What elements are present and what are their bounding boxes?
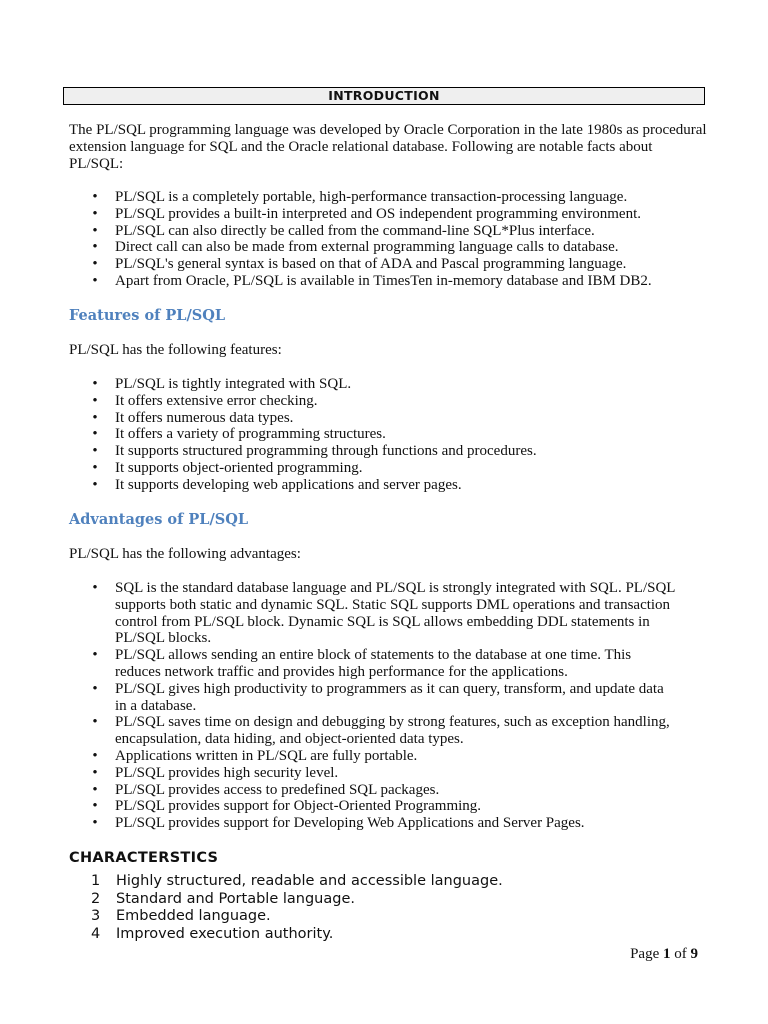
page-number: Page 1 of 9 bbox=[630, 946, 698, 962]
list-item: • PL/SQL's general syntax is based on that of ADA and Pascal programming language. bbox=[92, 256, 627, 273]
current-page: 1 bbox=[663, 946, 671, 962]
list-item: • PL/SQL is a completely portable, high-performance transaction-processing language. bbox=[92, 189, 628, 205]
list-item: • Direct call can also be made from external programming language calls to database. bbox=[92, 239, 619, 256]
list-item: • PL/SQL gives high productivity to programmers as it can query, transform, and update data in a database. bbox=[92, 680, 664, 714]
intro-paragraph: The PL/SQL programming language was developed by Oracle Corporation in the late 1980s as procedural extension language for SQL and the Oracle relational database. Following are notable facts about PL/SQL: bbox=[69, 122, 707, 172]
features-heading: Features of PL/SQL bbox=[69, 307, 226, 324]
list-item: • Apart from Oracle, PL/SQL is available in TimesTen in-memory database and IBM DB2. bbox=[92, 272, 652, 289]
list-item: • PL/SQL saves time on design and debugging by strong features, such as exception handling, encapsulation, data hiding, and object-oriented data types. bbox=[92, 714, 670, 748]
features-bullet-list bbox=[69, 376, 709, 494]
banner-title: INTRODUCTION bbox=[328, 88, 440, 103]
list-item: • PL/SQL provides a built-in interpreted and OS independent programming environment. bbox=[92, 205, 642, 222]
list-item: • PL/SQL provides access to predefined SQL packages. bbox=[92, 781, 440, 798]
intro-bullet-list bbox=[69, 189, 709, 290]
features-lead: PL/SQL has the following features: bbox=[69, 342, 282, 358]
characteristics-heading: CHARACTERSTICS bbox=[69, 850, 219, 866]
introduction-banner bbox=[63, 87, 705, 105]
list-item: • PL/SQL provides high security level. bbox=[92, 764, 339, 781]
list-item: 2 Standard and Portable language. bbox=[91, 890, 355, 907]
characteristics-list bbox=[69, 873, 503, 943]
list-item: 1 Highly structured, readable and accessible language. bbox=[91, 873, 503, 889]
list-item: • PL/SQL can also directly be called from the command-line SQL*Plus interface. bbox=[92, 222, 595, 239]
advantages-heading: Advantages of PL/SQL bbox=[69, 511, 249, 528]
list-item: 4 Improved execution authority. bbox=[91, 925, 334, 942]
list-item: • It offers a variety of programming structures. bbox=[92, 426, 386, 443]
list-item: • It offers extensive error checking. bbox=[92, 392, 318, 409]
list-item: • It offers numerous data types. bbox=[92, 409, 294, 426]
list-item: • It supports developing web applications and server pages. bbox=[92, 476, 462, 493]
list-item: • PL/SQL provides support for Object-Oriented Programming. bbox=[92, 798, 482, 815]
total-pages: 9 bbox=[690, 946, 698, 962]
list-item: • Applications written in PL/SQL are fully portable. bbox=[92, 747, 418, 764]
list-item: 3 Embedded language. bbox=[91, 908, 271, 925]
list-item: • SQL is the standard database language and PL/SQL is strongly integrated with SQL. PL/SQL supports both static and dynamic SQL. Static SQL supports DML operations and transaction control from PL/SQL block. Dynamic SQL is SQL allows embedding DDL statements in PL/SQL blocks. bbox=[92, 580, 676, 647]
list-item: • It supports object-oriented programming. bbox=[92, 459, 363, 476]
advantages-lead: PL/SQL has the following advantages: bbox=[69, 546, 301, 562]
list-item: • PL/SQL is tightly integrated with SQL. bbox=[92, 376, 352, 392]
list-item: • It supports structured programming through functions and procedures. bbox=[92, 443, 537, 460]
list-item: • PL/SQL allows sending an entire block of statements to the database at one time. This reduces network traffic and provides high performance for the applications. bbox=[92, 647, 632, 680]
list-item: • PL/SQL provides support for Developing Web Applications and Server Pages. bbox=[92, 815, 585, 832]
advantages-bullet-list bbox=[69, 580, 709, 832]
